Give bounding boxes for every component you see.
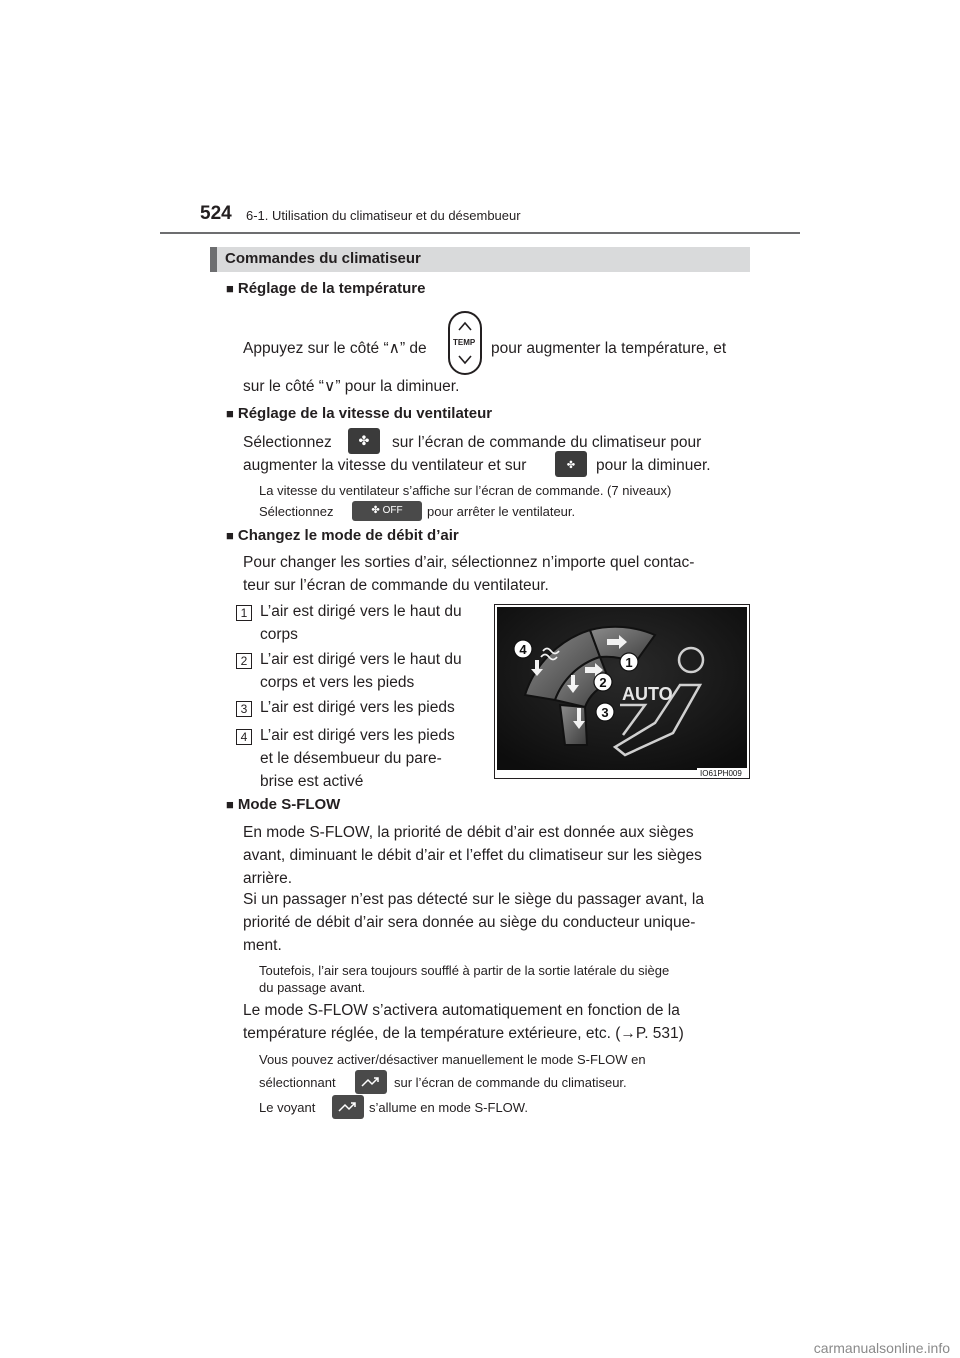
heading-fan-speed: ■ Réglage de la vitesse du ventilateur bbox=[226, 405, 493, 422]
callout-4: 4 bbox=[519, 642, 527, 657]
fan-text-1: Sélectionnez bbox=[243, 434, 332, 451]
sflow-glyph-icon bbox=[355, 1070, 387, 1094]
airflow-figure bbox=[494, 604, 750, 779]
list-number-3: 3 bbox=[236, 701, 252, 717]
bullet-square-icon: ■ bbox=[226, 406, 234, 421]
temp-text-2: pour augmenter la température, et bbox=[491, 340, 727, 357]
sflow-paragraph-2: Si un passager n’est pas détecté sur le siège du passager avant, la priorité de débit d’air sera donnée au siège du conducteur unique- ment. bbox=[243, 891, 704, 954]
temp-button-label: TEMP bbox=[453, 338, 476, 347]
section-header bbox=[210, 247, 750, 272]
sflow-note-1: Toutefois, l’air sera toujours soufflé à partir de la sortie latérale du siège du passage avant. bbox=[259, 963, 670, 995]
fan-off-icon: ✤ OFF bbox=[352, 501, 422, 521]
list-number-2: 2 bbox=[236, 653, 252, 669]
fan-up-icon: ✤ bbox=[348, 428, 380, 454]
list-item-1: L’air est dirigé vers le haut du corps bbox=[260, 603, 462, 643]
fan-down-icon: ✤ bbox=[555, 451, 587, 477]
auto-label: AUTO bbox=[622, 684, 673, 704]
list-item-3: L’air est dirigé vers les pieds bbox=[260, 699, 455, 716]
heading-sflow: ■ Mode S-FLOW bbox=[226, 796, 341, 813]
airflow-text-1: Pour changer les sorties d’air, sélectionnez n’importe quel contac- bbox=[243, 554, 695, 571]
bullet-square-icon: ■ bbox=[226, 528, 234, 543]
bullet-square-icon: ■ bbox=[226, 281, 234, 296]
sflow-note-3b: s’allume en mode S-FLOW. bbox=[369, 1100, 528, 1115]
sflow-note-2a: Vous pouvez activer/désactiver manuellement le mode S-FLOW en bbox=[259, 1052, 646, 1067]
sflow-glyph-icon bbox=[332, 1095, 364, 1119]
header-divider bbox=[160, 232, 800, 234]
sflow-indicator-icon bbox=[332, 1095, 364, 1119]
page-number: 524 bbox=[200, 203, 232, 224]
heading-airflow-mode: ■ Changez le mode de débit d’air bbox=[226, 527, 459, 544]
heading-temperature: ■ Réglage de la température bbox=[226, 280, 426, 297]
sflow-note-2b: sélectionnant bbox=[259, 1075, 336, 1090]
airflow-text-2: teur sur l’écran de commande du ventilateur. bbox=[243, 577, 549, 594]
fan-text-3: augmenter la vitesse du ventilateur et sur bbox=[243, 457, 527, 474]
callout-1: 1 bbox=[625, 655, 633, 670]
fan-text-4: pour la diminuer. bbox=[596, 457, 711, 474]
fan-note-1: La vitesse du ventilateur s’affiche sur l’écran de commande. (7 niveaux) bbox=[259, 483, 672, 498]
fan-text-2: sur l’écran de commande du climatiseur pour bbox=[392, 434, 702, 451]
list-item-2: L’air est dirigé vers le haut du corps et vers les pieds bbox=[260, 651, 462, 691]
sflow-note-2c: sur l’écran de commande du climatiseur. bbox=[394, 1075, 627, 1090]
callout-2: 2 bbox=[599, 675, 607, 690]
fan-note-2b: pour arrêter le ventilateur. bbox=[427, 504, 576, 519]
section-title: Commandes du climatiseur bbox=[225, 250, 421, 267]
fan-note-2a: Sélectionnez bbox=[259, 504, 334, 519]
temp-text-1: Appuyez sur le côté “∧” de bbox=[243, 340, 427, 357]
list-number-4: 4 bbox=[236, 729, 252, 745]
airflow-panel-illustration bbox=[495, 605, 749, 778]
chapter-title: 6-1. Utilisation du climatiseur et du désembueur bbox=[246, 208, 521, 223]
callout-3: 3 bbox=[601, 705, 609, 720]
temp-button-illustration bbox=[448, 311, 482, 375]
temp-text-3: sur le côté “∨” pour la diminuer. bbox=[243, 378, 460, 395]
sflow-paragraph-3: Le mode S-FLOW s’activera automatiquement en fonction de la température réglée, de la température extérieure, etc. (→P. 531) bbox=[243, 1002, 684, 1042]
sflow-note-3a: Le voyant bbox=[259, 1100, 316, 1115]
figure-code: IO61PH009 bbox=[700, 769, 742, 778]
sflow-paragraph-1: En mode S-FLOW, la priorité de débit d’air est donnée aux sièges avant, diminuant le débit d’air et l’effet du climatiseur sur les sièges arrière. bbox=[243, 824, 702, 887]
list-item-4: L’air est dirigé vers les pieds et le désembueur du pare- brise est activé bbox=[260, 727, 455, 790]
list-number-1: 1 bbox=[236, 605, 252, 621]
watermark: carmanualsonline.info bbox=[813, 1340, 950, 1356]
bullet-square-icon: ■ bbox=[226, 797, 234, 812]
sflow-button-icon bbox=[355, 1070, 387, 1094]
